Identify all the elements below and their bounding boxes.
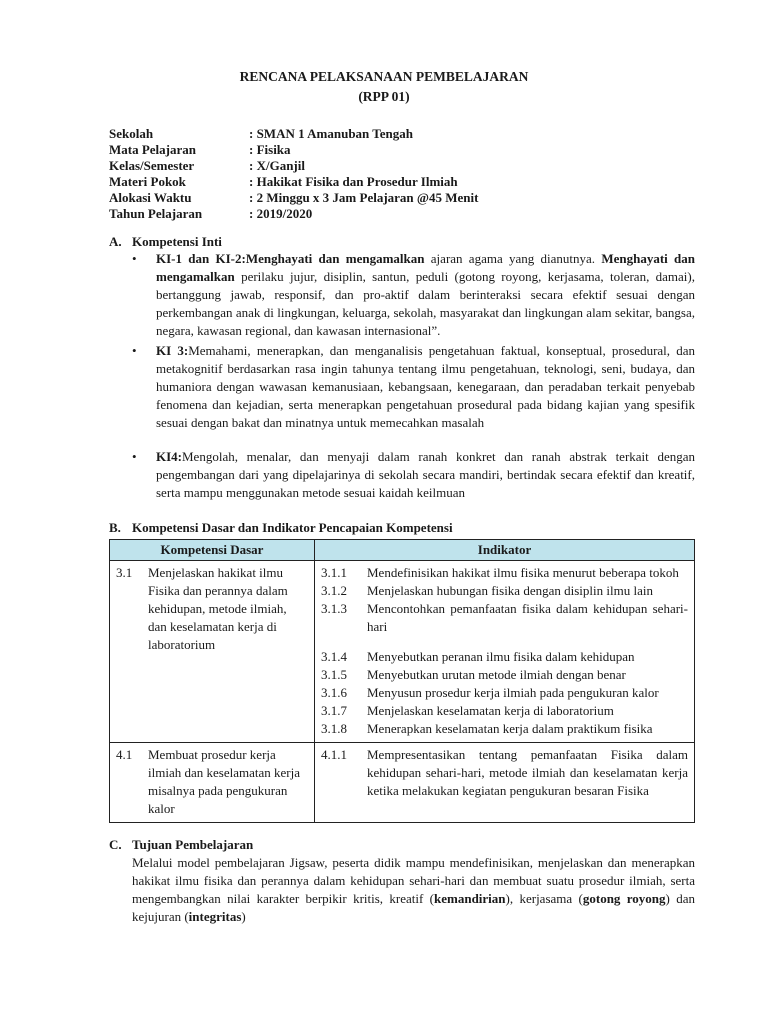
indicator-number: 3.1.8 — [321, 721, 347, 736]
indicator-cell — [315, 561, 695, 743]
ki-1-2-bold: Menghayati dan mengamalkan — [156, 251, 695, 284]
section-letter: A. — [109, 234, 122, 249]
kd-cell — [110, 561, 315, 743]
objective-bold-integritas: integritas — [188, 909, 242, 924]
bullet-icon: • — [132, 449, 137, 464]
identity-value: : 2019/2020 — [249, 206, 313, 221]
indicator-number: 3.1.6 — [321, 685, 347, 700]
kd-text: Menjelaskan hakikat ilmu Fisika dan perannya dalam kehidupan, metode ilmiah, dan keselamatan kerja di laboratorium — [148, 565, 288, 652]
ki-4-text — [156, 448, 695, 502]
section-b-heading — [109, 519, 453, 537]
identity-row — [109, 142, 478, 158]
indicator-number: 3.1.1 — [321, 565, 347, 580]
section-title: Kompetensi Dasar dan Indikator Pencapaian Kompetensi — [132, 520, 453, 535]
header-kompetensi-dasar: Kompetensi Dasar — [110, 540, 315, 561]
document-title: RENCANA PELAKSANAAN PEMBELAJARAN — [239, 69, 529, 84]
identity-label: Tahun Pelajaran — [109, 206, 203, 221]
table-row — [110, 743, 695, 823]
objective-bold-kemandirian: kemandirian — [434, 891, 506, 906]
indicator-text: Menyebutkan urutan metode ilmiah dengan benar — [367, 667, 626, 682]
learning-objective-paragraph — [132, 854, 695, 926]
identity-label: Alokasi Waktu — [109, 190, 192, 205]
bullet-icon: • — [132, 343, 137, 358]
competency-table — [109, 539, 695, 823]
indicator-text: Menjelaskan hubungan fisika dengan disiplin ilmu lain — [367, 583, 653, 598]
objective-text-4: ) — [241, 909, 246, 924]
section-c-heading — [109, 836, 253, 854]
table-row — [110, 561, 695, 743]
indicator-item — [321, 666, 688, 684]
indicator-text: Mendefinisikan hakikat ilmu fisika menurut beberapa tokoh — [367, 565, 679, 580]
identity-value: : 2 Minggu x 3 Jam Pelajaran @45 Menit — [249, 190, 479, 205]
kd-cell — [110, 743, 315, 823]
indicator-text: Mempresentasikan tentang pemanfaatan Fisika dalam kehidupan sehari-hari, metode ilmiah dan keselamatan kerja ketika melakukan kegiatan pengukuran besaran Fisika — [367, 747, 688, 798]
indicator-text: Menjelaskan keselamatan kerja di laboratorium — [367, 703, 614, 718]
ki-1-2-body-2: perilaku jujur, disiplin, santun, peduli (gotong royong, kerjasama, toleran, damai), bertanggung jawab, responsif, dan pro-aktif dalam berinteraksi secara efektif sesuai dengan perkembangan anak di lingkungan, keluarga, sekolah, masyarakat dan lingkungan alam sekitar, bangsa, negara, kawasan regional, dan kawasan internasional”. — [156, 269, 695, 338]
ki-4-item — [132, 448, 695, 502]
identity-row — [109, 190, 478, 206]
indicator-number: 3.1.5 — [321, 667, 347, 682]
indicator-item — [321, 746, 688, 800]
kd-number: 3.1 — [116, 565, 133, 580]
ki-4-head: KI4: — [156, 449, 182, 464]
ki-1-2-text — [156, 250, 695, 340]
indicator-number: 4.1.1 — [321, 747, 347, 762]
identity-label: Materi Pokok — [109, 174, 186, 189]
ki-3-item — [132, 342, 695, 432]
kd-number: 4.1 — [116, 747, 133, 762]
ki-3-head: KI 3: — [156, 343, 189, 358]
indicator-item — [321, 720, 688, 738]
ki-1-2-head: KI-1 dan KI-2:Menghayati dan mengamalkan — [156, 251, 425, 266]
ki-1-2-item — [132, 250, 695, 340]
identity-row — [109, 174, 478, 190]
objective-text-3: ) dan kejujuran ( — [132, 891, 696, 924]
section-title: Kompetensi Inti — [132, 234, 222, 249]
identity-value: : Hakikat Fisika dan Prosedur Ilmiah — [249, 174, 458, 189]
ki-3-body: Memahami, menerapkan, dan menganalisis pengetahuan faktual, konseptual, prosedural, dan metakognitif berdasarkan rasa ingin tahunya tentang ilmu pengetahuan, teknologi, seni, budaya, dan humaniora dengan wawasan kemanusiaan, kebangsaan, kenegaraan, dan peradaban terkait penyebab fenomena dan kejadian, serta menerapkan pengetahuan prosedural pada bidang kajian yang spesifik sesuai dengan bakat dan minatnya untuk memecahkan masalah — [156, 343, 695, 430]
identity-value: : SMAN 1 Amanuban Tengah — [249, 126, 413, 141]
ki-1-2-body: ajaran agama yang dianutnya. — [424, 251, 602, 266]
indicator-number: 3.1.3 — [321, 601, 347, 616]
indicator-item — [321, 564, 688, 582]
identity-row — [109, 206, 478, 222]
identity-row — [109, 158, 478, 174]
indicator-item — [321, 648, 688, 666]
indicator-text: Menerapkan keselamatan kerja dalam praktikum fisika — [367, 721, 653, 736]
indicator-item — [321, 582, 688, 600]
kd-text: Membuat prosedur kerja ilmiah dan keselamatan kerja misalnya pada pengukuran kalor — [148, 747, 300, 816]
indicator-text: Menyusun prosedur kerja ilmiah pada pengukuran kalor — [367, 685, 659, 700]
indicator-number: 3.1.4 — [321, 649, 347, 664]
ki-3-text — [156, 342, 695, 432]
indicator-item — [321, 702, 688, 720]
indicator-item — [321, 684, 688, 702]
identity-label: Sekolah — [109, 126, 154, 141]
indicator-cell — [315, 743, 695, 823]
section-title: Tujuan Pembelajaran — [132, 837, 254, 852]
header-indikator: Indikator — [315, 540, 695, 561]
identity-label: Kelas/Semester — [109, 158, 195, 173]
table-header-row — [110, 540, 695, 561]
identity-label: Mata Pelajaran — [109, 142, 197, 157]
indicator-text: Mencontohkan pemanfaatan fisika dalam kehidupan sehari-hari — [367, 601, 688, 634]
section-letter: C. — [109, 837, 122, 852]
indicator-item — [321, 600, 688, 636]
section-a-heading — [109, 233, 222, 251]
identity-value: : X/Ganjil — [249, 158, 305, 173]
indicator-number: 3.1.2 — [321, 583, 347, 598]
indicator-number: 3.1.7 — [321, 703, 347, 718]
bullet-icon: • — [132, 251, 137, 266]
objective-bold-gotong-royong: gotong royong — [582, 891, 666, 906]
objective-text: Melalui model pembelajaran Jigsaw, peserta didik mampu mendefinisikan, menjelaskan dan menerapkan hakikat ilmu fisika dan perannya dalam kehidupan sehari-hari dan membuat suatu prosedur ilmiah, serta mengembangkan nilai karakter berpikir kritis, kreatif ( — [132, 855, 695, 906]
document-subtitle: (RPP 01) — [358, 89, 410, 104]
identity-value: : Fisika — [249, 142, 291, 157]
section-letter: B. — [109, 520, 121, 535]
identity-row — [109, 126, 478, 142]
ki-4-body: Mengolah, menalar, dan menyaji dalam ranah konkret dan ranah abstrak terkait dengan pengembangan dari yang dipelajarinya di sekolah secara mandiri, bertindak secara efektif dan kreatif, serta mampu menggunakan metode sesuai kaidah keilmuan — [156, 449, 695, 500]
identity-block — [109, 126, 478, 222]
objective-text-2: ), kerjasama ( — [505, 891, 583, 906]
indicator-text: Menyebutkan peranan ilmu fisika dalam kehidupan — [367, 649, 635, 664]
